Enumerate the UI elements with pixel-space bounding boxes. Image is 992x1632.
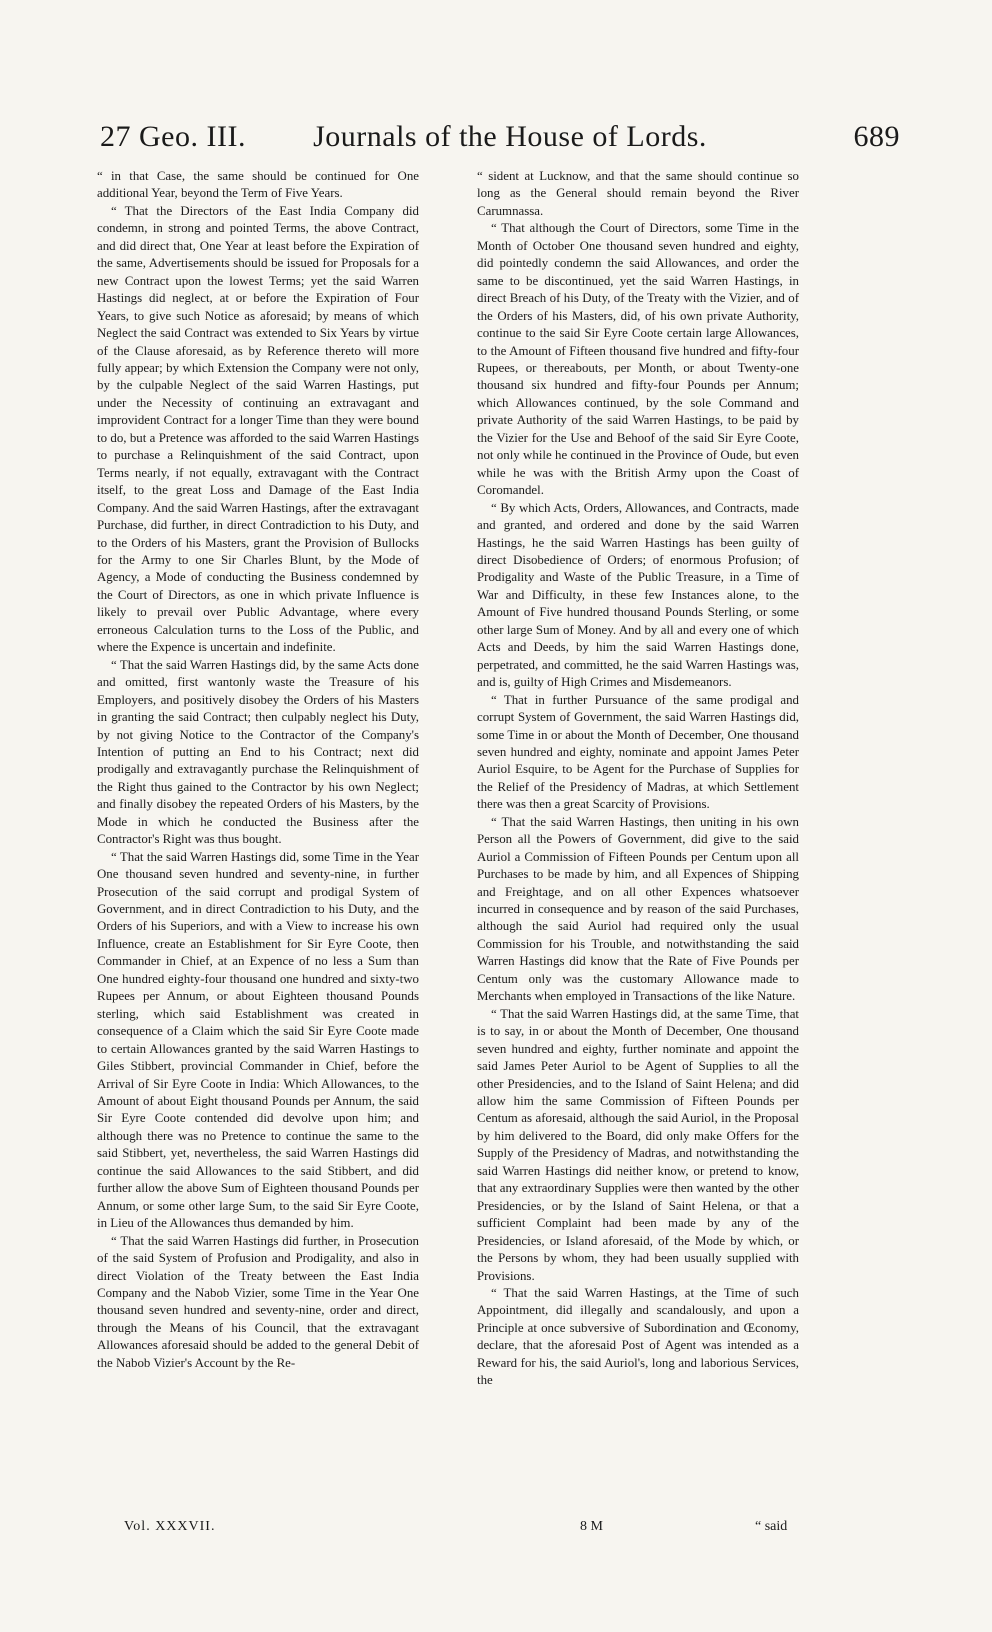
right-column — [477, 168, 799, 1390]
journal-title: Journals of the House of Lords. — [313, 120, 707, 153]
paragraph: “ That in further Pursuance of the same prodigal and corrupt System of Government, the said Warren Hastings did, some Time in or about the Month of December, One thousand seven hundred and eighty, nominate and appoint James Peter Auriol Esquire, to be Agent for the Purchase of Supplies for the Relief of the Presidency of Madras, at which Settlement there was then a great Scarcity of Provisions. — [477, 692, 799, 812]
regnal-year: 27 Geo. III. — [100, 120, 246, 153]
paragraph: “ That the said Warren Hastings did, by the same Acts done and omitted, first wantonly waste the Treasure of his Employers, and positively disobey the Orders of his Masters in granting the said Contract; then culpably neglect his Duty, by not giving Notice to the Contractor of the Company's Intention of putting an End to his Contract; next did prodigally and extravagantly purchase the Relinquishment of the Right thus gained to the Contractor by his own Neglect; and finally disobey the repeated Orders of his Masters, by the Mode in which he conducted the Business after the Contractor's Right was thus bought. — [97, 657, 419, 847]
paragraph: “ That the Directors of the East India Company did condemn, in strong and pointed Terms, the above Contract, and did direct that, One Year at least before the Expiration of the same, Advertisements should be issued for Proposals for a new Contract upon the lowest Terms; yet the said Warren Hastings did neglect, at or before the Expiration of Four Years, to give such Notice as aforesaid; by means of which Neglect the said Contract was extended to Six Years by virtue of the Clause aforesaid, as by Reference thereto will more fully appear; by which Extension the Company were not only, by the culpable Neglect of the said Warren Hastings, put under the Necessity of continuing an extravagant and improvident Contract for a longer Time than they were bound to do, but a Pretence was afforded to the said Warren Hastings to purchase a Relinquishment of the said Contract, upon Terms nearly, if not equally, extravagant with the Contract itself, to the great Loss and Damage of the East India Company. And the said Warren Hastings, after the extravagant Purchase, did further, in direct Contradiction to his Duty, and to the Orders of his Masters, grant the Provision of Bullocks for the Army to one Sir Charles Blunt, by the Mode of Agency, a Mode of conducting the Business condemned by the Court of Directors, as one in which private Influence is likely to prevail over Public Advantage, where every erroneous Calculation turns to the Loss of the Public, and where the Expence is uncertain and indefinite. — [97, 203, 419, 655]
volume-number: Vol. XXXVII. — [124, 1519, 216, 1534]
left-column — [97, 168, 419, 1372]
paragraph: “ That the said Warren Hastings, at the Time of such Appointment, did illegally and scandalously, and upon a Principle at once subversive of Subordination and Œconomy, declare, that the aforesaid Post of Agent was intended as a Reward for his, the said Auriol's, long and laborious Services, the — [477, 1286, 799, 1388]
paragraph: “ That the said Warren Hastings did further, in Prosecution of the said System of Profusion and Prodigality, and also in direct Violation of the Treaty between the East India Company and the Nabob Vizier, some Time in the Year One thousand seven hundred and seventy-nine, order and direct, through the Means of his Council, that the extravagant Allowances aforesaid should be added to the general Debit of the Nabob Vizier's Account by the Re- — [97, 1233, 419, 1370]
page-header — [100, 120, 900, 174]
paragraph: “ By which Acts, Orders, Allowances, and Contracts, made and granted, and ordered and done by the said Warren Hastings, he the said Warren Hastings has been guilty of direct Disobedience of Orders; of enormous Profusion; of Prodigality and Waste of the Public Treasure, in a Time of War and Difficulty, in these few Instances alone, to the Amount of Five hundred thousand Pounds Sterling, or some other large Sum of Money. And by all and every one of which Acts and Deeds, by him the said Warren Hastings done, perpetrated, and committed, he the said Warren Hastings was, and is, guilty of High Crimes and Misdemeanors. — [477, 500, 799, 690]
paragraph: “ That the said Warren Hastings, then uniting in his own Person all the Powers of Government, did give to the said Auriol a Commission of Fifteen Pounds per Centum upon all Purchases to be made by him, and all Expences of Shipping and Freightage, and on all other Expences whatsoever incurred in consequence and by reason of the said Purchases, although the said Auriol had required only the usual Commission for his Trouble, and notwithstanding the said Warren Hastings did know that the Rate of Five Pounds per Centum only was the customary Allowance made to Merchants when employed in Transactions of the like Nature. — [477, 814, 799, 1004]
page-footer — [100, 1519, 900, 1539]
catchword: “ said — [755, 1519, 788, 1534]
paragraph: “ That the said Warren Hastings did, at the same Time, that is to say, in or about the Month of December, One thousand seven hundred and eighty, further nominate and appoint the said James Peter Auriol to be Agent of Supplies to all the other Presidencies, and to the Island of Saint Helena; and did allow him the same Commission of Fifteen Pounds per Centum as aforesaid, although the said Auriol, in the Proposal by him delivered to the Board, did only make Offers for the Supply of the Presidency of Madras, and notwithstanding the said Warren Hastings did neither know, or pretend to know, that any extraordinary Supplies were then wanted by the other Presidencies, or by the Island of Saint Helena, or that a sufficient Complaint had been made by any of the Presidencies, or Island aforesaid, of the Mode by which, or the Persons by whom, they had been usually supplied with Provisions. — [477, 1006, 799, 1283]
page-number: 689 — [853, 120, 900, 153]
paragraph: “ sident at Lucknow, and that the same should continue so long as the General should remain beyond the River Carumnassa. — [477, 169, 799, 218]
paragraph: “ That the said Warren Hastings did, some Time in the Year One thousand seven hundred and seventy-nine, in further Prosecution of the said corrupt and prodigal System of Government, and in direct Contradiction to his Duty, and the Orders of his Superiors, and with a View to increase his own Influence, create an Establishment for Sir Eyre Coote, then Commander in Chief, at an Expence of no less a Sum than One hundred eighty-four thousand one hundred and sixty-two Rupees per Annum, or about Eighteen thousand Pounds sterling, which said Establishment was created in consequence of a Claim which the said Sir Eyre Coote made to certain Allowances granted by the said Warren Hastings to Giles Stibbert, provincial Commander in Chief, before the Arrival of Sir Eyre Coote in India: Which Allowances, to the Amount of about Eight thousand Pounds per Annum, the said Sir Eyre Coote contended did devolve upon him; and although there was no Pretence to continue the same to the said Stibbert, yet, nevertheless, the said Warren Hastings did continue the said Allowances to the said Stibbert, and did further allow the above Sum of Eighteen thousand Pounds per Annum, or some other large Sum, to the said Sir Eyre Coote, in Lieu of the Allowances thus demanded by him. — [97, 849, 419, 1231]
paragraph: “ in that Case, the same should be continued for One additional Year, beyond the Term of Five Years. — [97, 169, 419, 201]
paragraph: “ That although the Court of Directors, some Time in the Month of October One thousand seven hundred and eighty, did pointedly condemn the said Allowances, and order the same to be discontinued, yet the said Warren Hastings, in direct Breach of his Duty, of the Treaty with the Vizier, and of the Orders of his Masters, did, of his own private Authority, continue to the said Sir Eyre Coote certain large Allowances, to the Amount of Fifteen thousand five hundred and fifty-four Rupees, or thereabouts, per Month, or about Twenty-one thousand six hundred and fifty-four Pounds per Annum; which Allowances continued, by the sole Command and private Authority of the said Warren Hastings, to be paid by the Vizier for the Use and Behoof of the said Sir Eyre Coote, not only while he continued in the Province of Oude, but even while he was with the British Army upon the Coast of Coromandel. — [477, 221, 799, 498]
signature-mark: 8 M — [580, 1519, 603, 1534]
